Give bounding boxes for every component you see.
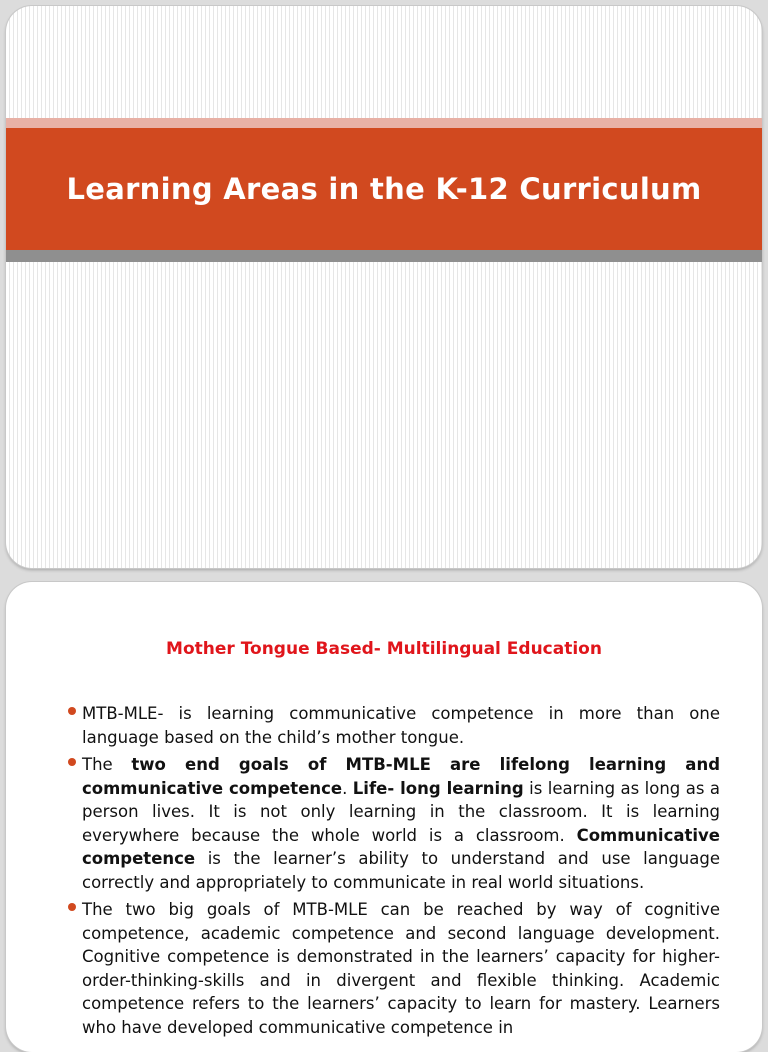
bullet-item <box>82 702 720 749</box>
bullet-list <box>82 702 720 1043</box>
title-band-top-stripe <box>6 118 762 128</box>
bullet-text: The two big goals of MTB-MLE can be reached by way of cognitive competence, academic competence and second language development. Cognitive competence is demonstrated in the learners’ capacity for higher-order-thinking-skills and in divergent and flexible thinking. Academic competence refers to the learners’ capacity to learn for mastery. Learners who have developed communicative competence in <box>82 900 720 1037</box>
slide-title: Learning Areas in the K-12 Curriculum <box>66 172 702 206</box>
bullet-item <box>82 898 720 1039</box>
bullet-item <box>82 753 720 894</box>
content-slide <box>6 582 762 1052</box>
bullet-text: . <box>342 778 353 798</box>
bullet-text: MTB-MLE- is learning communicative competence in more than one language based on the child’s mother tongue. <box>82 704 720 747</box>
bullet-text-bold: Life- long learning <box>352 778 524 798</box>
title-slide <box>6 6 762 568</box>
title-band <box>6 128 762 250</box>
bullet-icon <box>68 903 76 911</box>
bullet-text: is the learner’s ability to understand and use language correctly and appropriately to communicate in real world situations. <box>82 849 720 892</box>
bullet-text: The <box>82 755 132 774</box>
bullet-icon <box>68 758 76 766</box>
title-band-bottom-stripe <box>6 250 762 262</box>
bullet-text: is learning as long as a person lives. It is not only learning in the classroom. It is learning everywhere because the whole world is a classroom. <box>82 778 720 845</box>
bullet-text-bold: two end goals of MTB-MLE are lifelong learning and communicative competence <box>82 755 720 798</box>
bullet-text-bold: Communicative competence <box>82 825 720 868</box>
slide-heading: Mother Tongue Based- Multilingual Education <box>166 639 602 659</box>
bullet-icon <box>68 707 76 715</box>
